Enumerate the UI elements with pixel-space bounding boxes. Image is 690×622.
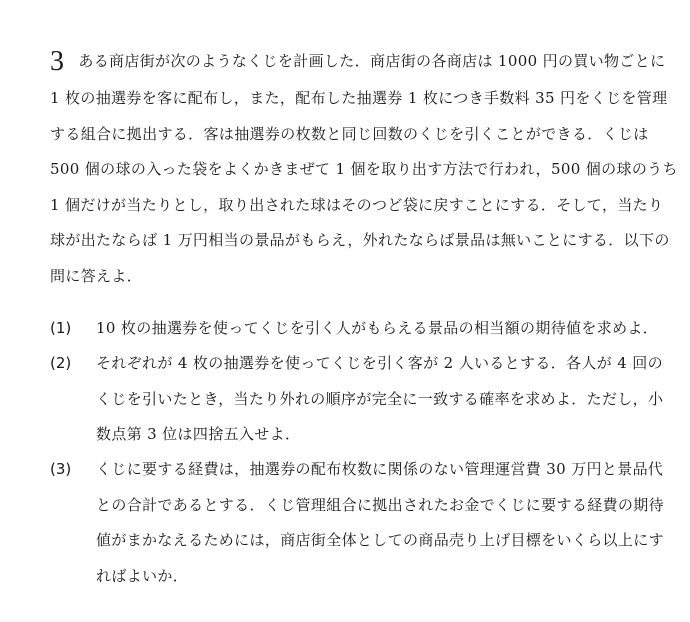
question-2-label: (2) <box>50 354 72 372</box>
problem-number: 3 <box>50 46 65 77</box>
intro-line-7: 問に答えよ． <box>50 267 143 285</box>
intro-line-1 <box>50 48 665 76</box>
question-3-line-1: くじに要する経費は，抽選券の配布枚数に関係のない管理運営費 30 万円と景品代 <box>96 460 664 478</box>
question-2-line-2: くじを引いたとき，当たり外れの順序が完全に一致する確率を求めよ．ただし，小 <box>96 390 664 408</box>
question-3-line-3: 値がまかなえるためには，商店街全体としての商品売り上げ目標をいくら以上にす <box>96 531 664 549</box>
intro-line-6: 球が出たならば 1 万円相当の景品がもらえ，外れたならば景品は無いことにする．以下の <box>50 231 670 249</box>
question-3-line-2: との合計であるとする．くじ管理組合に拠出されたお金でくじに要する経費の期待 <box>96 496 664 514</box>
intro-line-2: 1 枚の抽選券を客に配布し，また，配布した抽選券 1 枚につき手数料 35 円をくじを管理 <box>50 89 668 107</box>
intro-line-3: する組合に拠出する．客は抽選券の枚数と同じ回数のくじを引くことができる．くじは <box>50 125 649 143</box>
intro-text-1: ある商店街が次のようなくじを計画した．商店街の各商店は 1000 円の買い物ごとに <box>78 52 666 70</box>
question-2-line-3: 数点第 3 位は四捨五入せよ． <box>96 425 301 443</box>
question-3-label: (3) <box>50 460 72 478</box>
intro-line-5: 1 個だけが当たりとし，取り出された球はそのつど袋に戻すことにする．そして，当たり <box>50 196 664 214</box>
question-3-line-4: ればよいか． <box>96 567 189 585</box>
intro-line-4: 500 個の球の入った袋をよくかきまぜて 1 個を取り出す方法で行われ，500 個の球のうち <box>50 160 678 178</box>
question-1-line-1: 10 枚の抽選券を使ってくじを引く人がもらえる景品の相当額の期待値を求めよ． <box>96 319 659 337</box>
question-1-label: (1) <box>50 319 72 337</box>
question-2-line-1: それぞれが 4 枚の抽選券を使ってくじを引く客が 2 人いるとする．各人が 4 回の <box>96 354 663 372</box>
